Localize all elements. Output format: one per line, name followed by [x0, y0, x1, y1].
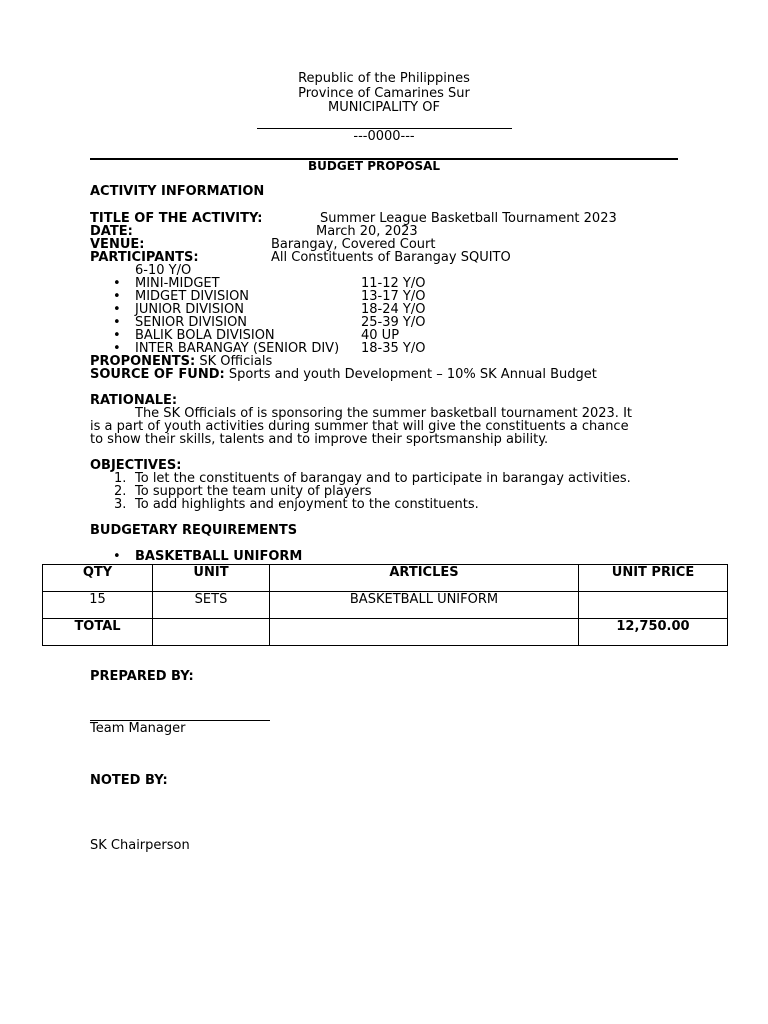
venue-label: VENUE: — [90, 237, 145, 252]
cell-unit: SETS — [153, 592, 270, 619]
source-line — [90, 368, 597, 381]
division-age: 25-39 Y/O — [361, 315, 426, 330]
first-age-range: 6-10 Y/O — [135, 263, 192, 278]
prepared-by-label: PREPARED BY: — [90, 669, 194, 684]
column-header-qty: QTY — [43, 565, 153, 592]
document-title: BUDGET PROPOSAL — [308, 159, 441, 173]
total-empty-cell — [270, 619, 579, 646]
header-province: Province of Camarines Sur — [298, 86, 470, 101]
venue-value: Barangay, Covered Court — [271, 237, 436, 252]
total-label: TOTAL — [43, 619, 153, 646]
division-name: INTER BARANGAY (SENIOR DIV) — [135, 341, 340, 356]
objective-number: 3. — [114, 497, 127, 512]
objective-number: 2. — [114, 484, 127, 499]
participants-value: All Constituents of Barangay SQUITO — [271, 250, 511, 265]
proponents-label: PROPONENTS: — [90, 354, 196, 369]
title-value: Summer League Basketball Tournament 2023 — [320, 211, 617, 226]
division-age: 18-35 Y/O — [361, 341, 426, 356]
bullet-icon: • — [113, 549, 121, 564]
rationale-heading: RATIONALE: — [90, 393, 178, 408]
division-age: 11-12 Y/O — [361, 276, 426, 291]
cell-price — [579, 592, 728, 619]
total-empty-cell — [153, 619, 270, 646]
source-value: Sports and youth Development – 10% SK Annual Budget — [228, 367, 597, 382]
proponents-value: SK Officials — [199, 354, 273, 369]
bullet-icon: • — [113, 302, 121, 317]
source-label: SOURCE OF FUND: — [90, 367, 225, 382]
date-label: DATE: — [90, 224, 133, 239]
division-name: SENIOR DIVISION — [135, 315, 248, 330]
bullet-icon: • — [113, 315, 121, 330]
header-separator: ---0000--- — [353, 129, 415, 144]
noted-by-role: SK Chairperson — [90, 838, 190, 853]
budget-table — [42, 564, 728, 646]
total-value: 12,750.00 — [579, 619, 728, 646]
rationale-line: to show their skills, talents and to improve their sportsmanship ability. — [90, 432, 549, 447]
objectives-heading: OBJECTIVES: — [90, 458, 182, 473]
objective-text: To let the constituents of barangay and to participate in barangay activities. — [135, 471, 631, 486]
header-municipality: MUNICIPALITY OF — [328, 100, 440, 115]
division-age: 13-17 Y/O — [361, 289, 426, 304]
column-header-articles: ARTICLES — [270, 565, 579, 592]
objective-number: 1. — [114, 471, 127, 486]
table-row — [43, 592, 728, 619]
participants-label: PARTICIPANTS: — [90, 250, 199, 265]
objective-text: To support the team unity of players — [135, 484, 372, 499]
bullet-icon: • — [113, 341, 121, 356]
prepared-by-role: Team Manager — [90, 721, 186, 736]
header-republic: Republic of the Philippines — [298, 71, 470, 86]
budget-heading: BUDGETARY REQUIREMENTS — [90, 523, 298, 538]
activity-info-heading: ACTIVITY INFORMATION — [90, 184, 265, 199]
division-name: MIDGET DIVISION — [135, 289, 250, 304]
cell-qty: 15 — [43, 592, 153, 619]
noted-by-label: NOTED BY: — [90, 773, 168, 788]
division-age: 18-24 Y/O — [361, 302, 426, 317]
cell-article: BASKETBALL UNIFORM — [270, 592, 579, 619]
bullet-icon: • — [113, 276, 121, 291]
division-name: JUNIOR DIVISION — [135, 302, 244, 317]
bullet-icon: • — [113, 328, 121, 343]
table-header-row — [43, 565, 728, 592]
rationale-line: is a part of youth activities during summer that will give the constituents a chance — [90, 419, 629, 434]
column-header-unit-price: UNIT PRICE — [579, 565, 728, 592]
table-total-row — [43, 619, 728, 646]
division-age: 40 UP — [361, 328, 400, 343]
division-name: BALIK BOLA DIVISION — [135, 328, 275, 343]
division-name: MINI-MIDGET — [135, 276, 220, 291]
budget-item-heading: BASKETBALL UNIFORM — [135, 549, 303, 564]
date-value: March 20, 2023 — [316, 224, 418, 239]
title-label: TITLE OF THE ACTIVITY: — [90, 211, 263, 226]
column-header-unit: UNIT — [153, 565, 270, 592]
objective-text: To add highlights and enjoyment to the constituents. — [135, 497, 479, 512]
bullet-icon: • — [113, 289, 121, 304]
rationale-line: The SK Officials of is sponsoring the summer basketball tournament 2023. It — [135, 406, 632, 421]
